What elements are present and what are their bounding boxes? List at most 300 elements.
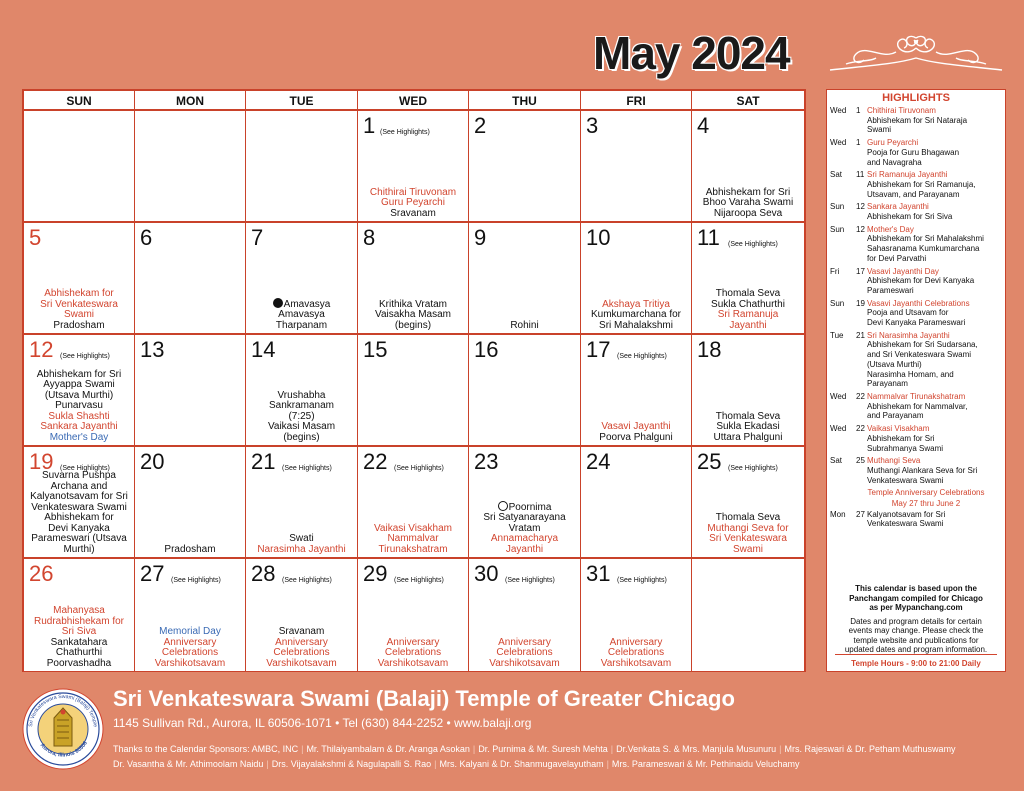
- see-highlights-note: (See Highlights): [394, 577, 444, 584]
- highlight-day: 12: [856, 202, 865, 212]
- event-line: [26, 545, 132, 556]
- day-cell-23: [469, 447, 581, 559]
- event-line: [248, 321, 355, 332]
- day-number: 16: [474, 337, 499, 362]
- highlight-description: Abhishekam for Sri Mahalakshmi: [867, 234, 984, 244]
- highlight-description: Kalyanotsavam for Sri: [867, 509, 946, 519]
- event-line: [360, 659, 466, 670]
- day-events: [583, 638, 689, 670]
- sponsors-list: [113, 742, 1013, 772]
- empty-day-cell: [692, 559, 804, 671]
- sponsor-name: Mrs. Parameswari & Mr. Pethinaidu Veluchamy: [611, 759, 800, 769]
- highlight-description: Abhishekam for Sri Ramanuja,: [867, 179, 976, 189]
- day-number: 14: [251, 337, 276, 362]
- highlight-date: [830, 510, 870, 520]
- event-text: Celebrations: [161, 647, 219, 658]
- separator: |: [610, 744, 614, 754]
- highlight-description: Utsavam, and Parayanam: [867, 189, 960, 199]
- event-text: Sankatahara: [50, 636, 108, 648]
- day-events: [471, 638, 578, 670]
- note-bold-line: Panchangam compiled for Chicago: [849, 593, 983, 603]
- separator: |: [434, 759, 437, 769]
- calendar-note: [833, 584, 999, 655]
- highlight-weekday: Tue: [830, 330, 844, 340]
- highlight-description: and Navagraha: [867, 157, 922, 167]
- day-number: 6: [140, 225, 153, 250]
- event-text: Varshikotsavam: [489, 657, 560, 669]
- day-number: 15: [363, 337, 388, 362]
- event-text: Vaikasi Visakham: [374, 522, 452, 534]
- day-number: 24: [586, 449, 611, 474]
- day-cell-10: [581, 223, 692, 335]
- highlight-description: for Devi Parvathi: [867, 253, 927, 263]
- event-line: [471, 321, 578, 332]
- event-text: Rudrabhishekam for: [33, 615, 125, 627]
- day-events: [471, 501, 578, 556]
- day-number: 1: [363, 113, 376, 138]
- event-line: [360, 321, 466, 332]
- empty-day-cell: [135, 111, 246, 223]
- event-text: Nijaroopa Seva: [713, 207, 783, 219]
- see-highlights-note: (See Highlights): [728, 465, 778, 472]
- calendar-title: May 2024: [593, 27, 790, 79]
- highlight-name: Muthangi Seva: [867, 456, 921, 466]
- see-highlights-note: (See Highlights): [394, 465, 444, 472]
- event-text: Celebrations: [607, 647, 665, 658]
- highlight-name: Mother's Day: [867, 224, 914, 234]
- day-cell-7: [246, 223, 358, 335]
- highlight-name: Guru Peyarchi: [867, 138, 919, 148]
- see-highlights-note: (See Highlights): [282, 577, 332, 584]
- highlight-item: [827, 456, 1005, 485]
- see-highlights-note: (See Highlights): [617, 577, 667, 584]
- sponsor-name: Mr. Thilaiyambalam & Dr. Aranga Asokan: [306, 744, 470, 754]
- day-number: 11: [697, 225, 720, 250]
- weekday-header-fri: FRI: [581, 91, 692, 111]
- highlight-day: 22: [856, 391, 865, 401]
- event-text: Sukla Shashti: [48, 410, 110, 422]
- highlight-weekday: Wed: [830, 424, 847, 434]
- highlight-weekday: Sun: [830, 202, 845, 212]
- highlight-date: [830, 392, 870, 402]
- event-text: Parameswari (Utsava: [31, 533, 127, 544]
- day-number: 13: [140, 337, 165, 362]
- event-text: Sri Satyanarayana: [483, 512, 566, 523]
- highlight-weekday: Sun: [830, 224, 845, 234]
- highlight-day: 11: [856, 170, 865, 180]
- day-cell-9: [469, 223, 581, 335]
- event-text: Sravanam: [390, 207, 436, 219]
- highlight-date: [830, 106, 870, 116]
- event-text: Celebrations: [496, 647, 553, 658]
- highlight-day: 17: [856, 266, 865, 276]
- event-text: Devi Kanyaka: [48, 522, 110, 534]
- event-text: Murthi): [63, 543, 95, 555]
- sponsor-name: Mrs. Rajeswari & Dr. Petham Muthuswamy: [784, 744, 956, 754]
- see-highlights-note: (See Highlights): [171, 577, 221, 584]
- event-line: [26, 659, 132, 670]
- day-events: [248, 391, 355, 444]
- temple-hours: Temple Hours - 9:00 to 21:00 Daily: [851, 659, 981, 668]
- separator: |: [301, 744, 304, 754]
- event-line: [360, 545, 466, 556]
- see-highlights-note: (See Highlights): [60, 353, 110, 360]
- highlight-description: Sahasranama Kumkumarchana: [867, 244, 980, 254]
- highlight-day: 27: [856, 509, 865, 519]
- day-number: 21: [251, 449, 276, 474]
- event-line: [26, 433, 132, 444]
- highlight-name: Sri Ramanuja Jayanthi: [867, 170, 948, 180]
- day-cell-16: [469, 335, 581, 447]
- event-text: Krithika Vratam: [379, 298, 447, 310]
- calendar-grid: [22, 89, 806, 672]
- highlight-item: [827, 225, 1005, 264]
- day-cell-1: [358, 111, 469, 223]
- weekday-header-sat: SAT: [692, 91, 804, 111]
- event-line: [471, 659, 578, 670]
- weekday-header-row: [24, 91, 804, 111]
- sponsor-name: Dr.Venkata S. & Mrs. Manjula Musunuru: [616, 744, 777, 754]
- event-text: Muthangi Seva for: [707, 522, 789, 534]
- event-text: Poornima: [508, 501, 552, 513]
- event-text: (begins): [283, 431, 320, 443]
- day-events: [137, 545, 243, 556]
- highlight-description: Abhishekam for Devi Kanyaka: [867, 276, 975, 286]
- weekday-header-tue: TUE: [246, 91, 358, 111]
- highlight-description: Narasimha Homam, and: [867, 369, 954, 379]
- day-events: [694, 289, 802, 331]
- divider: [835, 654, 997, 655]
- day-cell-28: [246, 559, 358, 671]
- temple-name: Sri Venkateswara Swami (Balaji) Temple of Greater Chicago: [113, 686, 735, 711]
- event-text: Kumkumarchana for: [590, 309, 682, 320]
- highlight-item: [827, 424, 1005, 453]
- day-number: 7: [251, 225, 264, 250]
- highlight-date: [830, 331, 870, 341]
- highlight-date: [830, 225, 870, 235]
- note-bold-line: This calendar is based upon the: [855, 584, 977, 593]
- svg-text:Aurora, Illinois 60506: Aurora, Illinois 60506: [38, 740, 89, 759]
- event-text: Nammalvar: [387, 533, 439, 544]
- event-text: Punarvasu: [55, 400, 103, 411]
- highlight-weekday: Sat: [830, 170, 843, 180]
- highlights-title: HIGHLIGHTS: [882, 92, 950, 104]
- highlight-description: Subrahmanya Swami: [867, 443, 944, 453]
- highlight-name: Vasavi Jayanthi Day: [867, 266, 939, 276]
- highlight-name: Nammalvar Tirunakshatram: [867, 391, 966, 401]
- event-line: [360, 209, 466, 220]
- see-highlights-note: (See Highlights): [380, 129, 430, 136]
- highlight-item: [827, 138, 1005, 167]
- day-events: [137, 627, 243, 669]
- event-text: Anniversary: [163, 636, 217, 648]
- event-text: Swami: [732, 543, 763, 555]
- event-text: Thomala Seva: [715, 410, 781, 422]
- weekday-header-wed: WED: [358, 91, 469, 111]
- event-text: Mother's Day: [49, 431, 109, 443]
- highlight-description: Abhishekam for Nammalvar,: [867, 401, 968, 411]
- day-cell-8: [358, 223, 469, 335]
- day-cell-5: [24, 223, 135, 335]
- highlight-day: 22: [856, 424, 865, 434]
- day-events: [26, 471, 132, 555]
- event-line: [471, 545, 578, 556]
- event-text: Vrushabha: [277, 389, 326, 401]
- event-text: Poorvashadha: [46, 657, 112, 669]
- day-cell-18: [692, 335, 804, 447]
- day-number: 10: [586, 225, 611, 250]
- event-text: Thomala Seva: [715, 512, 781, 523]
- svg-text:Sri Venkateswara Swami (Balaji: Sri Venkateswara Swami (Balaji) Temple: [28, 693, 98, 728]
- day-number: 29: [363, 561, 388, 586]
- event-text: Anniversary: [609, 636, 663, 648]
- event-text: Varshikotsavam: [600, 657, 672, 669]
- event-text: Akshaya Tritiya: [602, 298, 670, 310]
- day-cell-11: [692, 223, 804, 335]
- event-text: Ayyappa Swami: [43, 379, 115, 390]
- day-number: 26: [29, 561, 54, 586]
- event-text: Vratam: [508, 522, 541, 534]
- day-number: 27: [140, 561, 165, 586]
- event-text: Jayanthi: [729, 319, 767, 331]
- event-text: Amavasya: [278, 309, 325, 320]
- event-text: Swami: [63, 309, 94, 320]
- event-text: Vasavi Jayanthi: [601, 421, 671, 432]
- day-number: 4: [697, 113, 710, 138]
- highlight-item: [827, 106, 1005, 135]
- event-text: Guru Peyarchi: [381, 197, 445, 208]
- event-line: [583, 321, 689, 332]
- highlight-name: Chithirai Tiruvonam: [867, 106, 936, 115]
- day-number: 31: [586, 561, 611, 586]
- event-text: Tharpanam: [275, 319, 328, 331]
- day-number: 12: [29, 337, 54, 362]
- event-text: Chathurthi: [55, 647, 103, 658]
- day-number: 18: [697, 337, 722, 362]
- temple-address: 1145 Sullivan Rd., Aurora, IL 60506-1071 • Tel (630) 844-2252 • www.balaji.org: [113, 716, 532, 730]
- highlight-description: Parayanam: [867, 379, 908, 389]
- highlight-date: [830, 299, 870, 309]
- full-moon-icon: [498, 501, 508, 511]
- day-events: [248, 627, 355, 669]
- event-text: Tirunakshatram: [378, 543, 448, 555]
- event-line: [694, 545, 802, 556]
- highlight-weekday: Fri: [830, 266, 840, 276]
- event-text: Chithirai Tiruvonam: [369, 186, 457, 198]
- event-text: Abhishekam for: [44, 512, 114, 523]
- temple-logo-seal: [22, 688, 104, 770]
- highlight-description: Devi Kanyaka Parameswari: [867, 318, 966, 328]
- anniversary-heading: May 27 thru June 2: [891, 499, 961, 509]
- event-text: Vaisakha Masam: [375, 309, 451, 320]
- event-text: Uttara Phalguni: [713, 431, 783, 443]
- event-text: Swati: [289, 533, 314, 544]
- day-cell-21: [246, 447, 358, 559]
- event-text: Abhishekam for: [44, 288, 114, 299]
- day-number: 30: [474, 561, 499, 586]
- highlight-description: (Utsava Murthi): [867, 359, 922, 369]
- day-events: [26, 370, 132, 444]
- highlight-date: [830, 456, 870, 466]
- day-number: 3: [586, 113, 599, 138]
- highlight-name: Vasavi Jayanthi Celebrations: [867, 298, 970, 308]
- see-highlights-note: (See Highlights): [728, 241, 778, 248]
- day-events: [583, 422, 689, 443]
- highlight-description: Muthangi Alankara Seva for Sri: [867, 465, 978, 475]
- event-text: Abhishekam for Sri: [36, 368, 122, 380]
- day-events: [694, 412, 802, 444]
- event-text: Vaikasi Masam: [267, 421, 336, 432]
- sponsors-line-2: [113, 757, 1013, 772]
- day-events: [360, 300, 466, 332]
- event-text: Sri Siva: [61, 626, 97, 637]
- weekday-header-mon: MON: [135, 91, 246, 111]
- highlight-description: and Sri Venkateswara Swami: [867, 350, 972, 360]
- event-text: Thomala Seva: [715, 288, 781, 299]
- event-text: Narasimha Jayanthi: [257, 543, 346, 555]
- highlight-description: Abhishekam for Sri Nataraja: [867, 115, 968, 125]
- event-text: Sukla Ekadasi: [716, 421, 780, 432]
- highlight-day: 1: [856, 138, 861, 148]
- sponsor-name: Thanks to the Calendar Sponsors: AMBC, INC: [113, 744, 299, 754]
- day-cell-12: [24, 335, 135, 447]
- event-text: Celebrations: [384, 647, 442, 658]
- sponsors-line-1: [113, 742, 1013, 757]
- day-number: 22: [363, 449, 388, 474]
- highlight-description: Abhishekam for Sri Sudarsana,: [867, 340, 978, 350]
- note-bold-line: as per Mypanchang.com: [869, 603, 963, 612]
- event-line: [26, 321, 132, 332]
- highlight-day: 12: [856, 224, 865, 234]
- highlight-description: Pooja and Utsavam for: [867, 308, 949, 318]
- highlight-description: and Parayanam: [867, 411, 924, 421]
- day-cell-6: [135, 223, 246, 335]
- day-cell-22: [358, 447, 469, 559]
- note-line: temple website and publications for: [853, 635, 979, 645]
- event-text: Anniversary: [498, 636, 551, 648]
- highlight-item: [827, 299, 1005, 328]
- event-text: Jayanthi: [505, 543, 544, 555]
- day-number: 28: [251, 561, 276, 586]
- note-line: Dates and program details for certain: [850, 616, 982, 626]
- highlight-description: Parameswari: [867, 285, 914, 295]
- event-text: Anniversary: [386, 636, 440, 648]
- event-text: (begins): [394, 319, 432, 331]
- event-text: Poorva Phalguni: [599, 431, 673, 443]
- highlight-description: Venkateswara Swami: [867, 475, 944, 485]
- note-line: events may change. Please check the: [848, 626, 984, 635]
- new-moon-icon: [273, 298, 283, 308]
- see-highlights-note: (See Highlights): [282, 465, 332, 472]
- event-line: [248, 545, 355, 556]
- sponsor-name: Dr. Vasantha & Mr. Athimoolam Naidu: [113, 759, 264, 769]
- highlight-description: Swami: [867, 125, 892, 135]
- day-cell-26: [24, 559, 135, 671]
- highlight-name: Vaikasi Visakham: [867, 424, 930, 434]
- event-text: Mahanyasa: [53, 605, 105, 616]
- event-line: [694, 209, 802, 220]
- day-events: [583, 300, 689, 332]
- day-cell-20: [135, 447, 246, 559]
- event-line: [694, 321, 802, 332]
- highlight-weekday: Sat: [830, 456, 843, 466]
- day-cell-17: [581, 335, 692, 447]
- highlight-date: [830, 267, 870, 277]
- highlight-item: [827, 202, 1005, 221]
- day-events: [360, 524, 466, 556]
- event-text: Sri Ramanuja: [717, 309, 779, 320]
- weekday-header-thu: THU: [469, 91, 581, 111]
- highlight-date: [830, 424, 870, 434]
- day-cell-15: [358, 335, 469, 447]
- highlight-item: [827, 331, 1005, 389]
- day-cell-14: [246, 335, 358, 447]
- day-events: [471, 321, 578, 332]
- note-line: updated dates and program information.: [844, 645, 988, 654]
- anniversary-heading: Temple Anniversary Celebrations: [867, 488, 985, 498]
- sponsor-name: Dr. Purnima & Mr. Suresh Mehta: [478, 744, 608, 754]
- event-text: Varshikotsavam: [266, 657, 337, 669]
- event-text: Amavasya: [283, 298, 331, 310]
- highlight-description: Venkateswara Swami: [867, 519, 944, 529]
- separator: |: [266, 759, 269, 769]
- highlight-name: Sankara Jayanthi: [867, 202, 929, 212]
- highlight-item: [827, 510, 1005, 529]
- event-text: Abhishekam for Sri: [705, 186, 791, 198]
- see-highlights-note: (See Highlights): [60, 465, 110, 472]
- highlight-day: 19: [856, 298, 865, 308]
- day-cell-13: [135, 335, 246, 447]
- highlights-list: [827, 106, 1005, 529]
- event-text: Anniversary: [275, 636, 328, 648]
- day-cell-27: [135, 559, 246, 671]
- highlight-date: [830, 202, 870, 212]
- event-text: Varshikotsavam: [154, 657, 226, 669]
- empty-day-cell: [246, 111, 358, 223]
- day-cell-25: [692, 447, 804, 559]
- day-cell-29: [358, 559, 469, 671]
- highlight-day: 21: [856, 330, 865, 340]
- event-line: [248, 433, 355, 444]
- event-line: [137, 659, 243, 670]
- separator: |: [472, 744, 476, 754]
- highlight-weekday: Sun: [830, 298, 845, 308]
- event-text: Sukla Chathurthi: [711, 298, 785, 310]
- event-text: Rohini: [510, 319, 539, 331]
- day-cell-19: [24, 447, 135, 559]
- day-cell-31: [581, 559, 692, 671]
- event-text: Venkateswara Swami: [31, 501, 127, 513]
- day-events: [26, 606, 132, 669]
- event-text: Archana and: [50, 480, 108, 492]
- highlight-description: Abhishekam for Sri Siva: [867, 212, 953, 222]
- event-text: Sri Venkateswara: [709, 533, 787, 544]
- event-text: Celebrations: [273, 647, 330, 658]
- decorative-ornament-icon: [826, 30, 1006, 74]
- day-events: [248, 534, 355, 555]
- event-text: Sravanam: [278, 626, 325, 637]
- event-text: Suvarna Pushpa: [42, 470, 116, 481]
- day-cell-2: [469, 111, 581, 223]
- highlight-item: [827, 392, 1005, 421]
- day-cell-4: [692, 111, 804, 223]
- separator: |: [606, 759, 609, 769]
- highlight-description: Pooja for Guru Bhagawan: [867, 147, 960, 157]
- separator: |: [779, 744, 782, 754]
- event-line: [137, 545, 243, 556]
- day-events: [360, 188, 466, 220]
- day-number: 8: [363, 225, 376, 250]
